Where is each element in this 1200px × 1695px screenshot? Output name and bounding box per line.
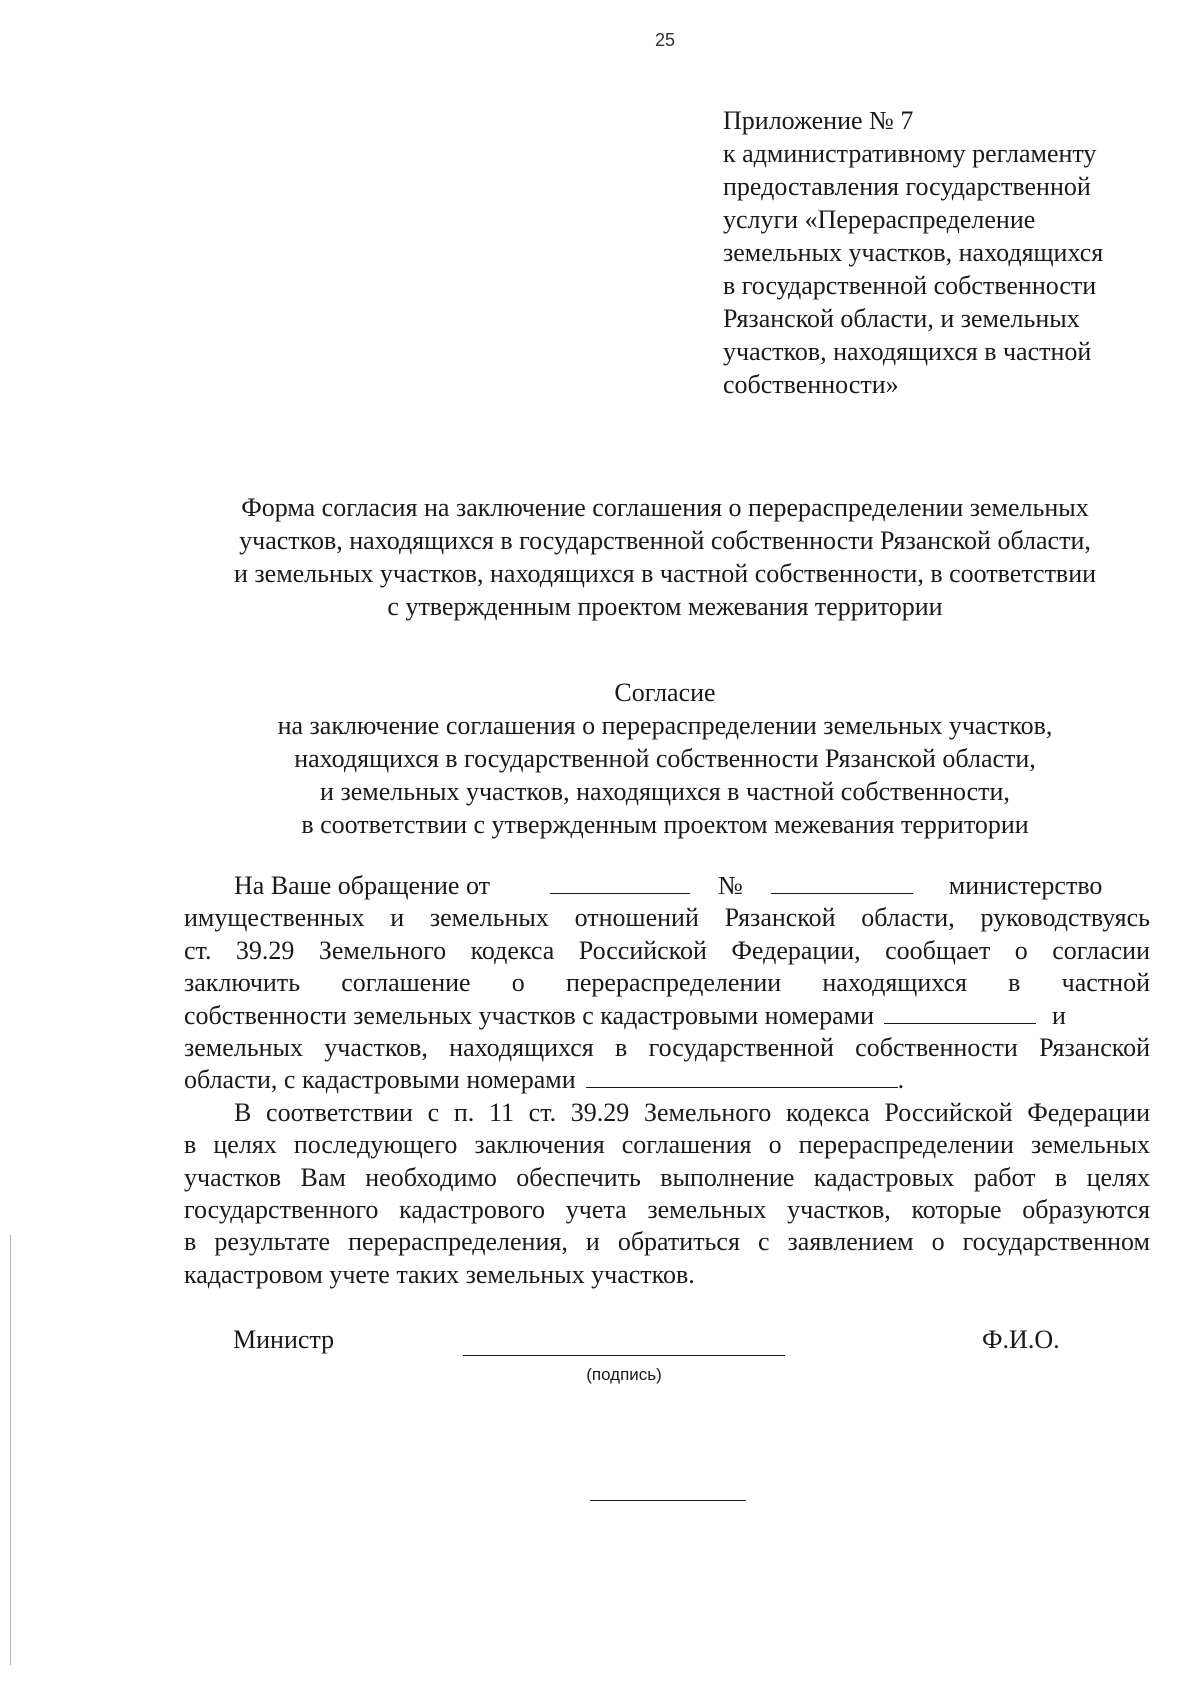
date-blank bbox=[550, 871, 690, 894]
appendix-line: Рязанской области, и земельных bbox=[723, 304, 1080, 333]
consent-title bbox=[0, 676, 1200, 841]
paragraph-1-line-2: имущественных и земельных отношений Рязанской области, руководствуясь bbox=[184, 903, 1150, 933]
signatory-position: Министр bbox=[233, 1325, 335, 1354]
end-divider bbox=[590, 1500, 746, 1501]
signatory-name: Ф.И.О. bbox=[982, 1325, 1060, 1354]
scan-margin-mark bbox=[10, 1235, 11, 1665]
appendix-header bbox=[723, 104, 1163, 401]
appendix-line: услуги «Перераспределение bbox=[723, 205, 1036, 234]
form-title-line: с утвержденным проектом межевания территории bbox=[387, 592, 943, 621]
private-cadastral-blank bbox=[884, 1001, 1036, 1024]
number-blank bbox=[771, 871, 913, 894]
paragraph-1-line-7: области, с кадастровыми номерами . bbox=[184, 1065, 905, 1095]
appendix-line: Приложение № 7 bbox=[723, 106, 914, 135]
paragraph-1-line-5: собственности земельных участков с кадастровыми номерами и bbox=[184, 1000, 1066, 1030]
consent-line: находящихся в государственной собственности Рязанской области, bbox=[294, 744, 1036, 773]
paragraph-2-line-3: участков Вам необходимо обеспечить выполнение кадастровых работ в целях bbox=[184, 1162, 1150, 1192]
form-title bbox=[0, 491, 1200, 623]
appendix-line: земельных участков, находящихся bbox=[723, 238, 1104, 267]
appendix-line: собственности» bbox=[723, 370, 899, 399]
paragraph-1-line-6: земельных участков, находящихся в государственной собственности Рязанской bbox=[184, 1033, 1150, 1063]
paragraph-2-line-1: В соответствии с п. 11 ст. 39.29 Земельного кодекса Российской Федерации bbox=[234, 1097, 1150, 1127]
signature-caption: (подпись) bbox=[586, 1365, 662, 1384]
appendix-line: к административному регламенту bbox=[723, 139, 1097, 168]
appendix-line: в государственной собственности bbox=[723, 271, 1097, 300]
paragraph-2-line-2: в целях последующего заключения соглашения о перераспределении земельных bbox=[184, 1130, 1150, 1160]
paragraph-2-line-6: кадастровом учете таких земельных участков. bbox=[184, 1259, 695, 1289]
paragraph-2-line-5: в результате перераспределения, и обратиться с заявлением о государственном bbox=[184, 1227, 1150, 1257]
paragraph-1-line-4: заключить соглашение о перераспределении находящихся в частной bbox=[184, 968, 1150, 998]
consent-line: и земельных участков, находящихся в частной собственности, bbox=[320, 777, 1010, 806]
paragraph-1-line-1: На Ваше обращение от № министерство bbox=[234, 871, 1103, 900]
form-title-line: участков, находящихся в государственной собственности Рязанской области, bbox=[239, 526, 1091, 555]
signature-block bbox=[0, 1325, 1200, 1395]
consent-heading: Согласие bbox=[614, 678, 716, 707]
state-cadastral-blank bbox=[586, 1065, 898, 1088]
appendix-line: предоставления государственной bbox=[723, 172, 1091, 201]
appendix-line: участков, находящихся в частной bbox=[723, 337, 1092, 366]
paragraph-1-line-3: ст. 39.29 Земельного кодекса Российской Федерации, сообщает о согласии bbox=[184, 935, 1150, 965]
body-text bbox=[184, 870, 1150, 1291]
consent-line: в соответствии с утвержденным проектом межевания территории bbox=[301, 810, 1029, 839]
form-title-line: и земельных участков, находящихся в частной собственности, в соответствии bbox=[233, 559, 1097, 588]
page-number: 25 bbox=[654, 30, 676, 50]
paragraph-2-line-4: государственного кадастрового учета земельных участков, которые образуются bbox=[184, 1195, 1150, 1225]
consent-line: на заключение соглашения о перераспределении земельных участков, bbox=[277, 711, 1053, 740]
form-title-line: Форма согласия на заключение соглашения о перераспределении земельных bbox=[241, 493, 1089, 522]
signature-line bbox=[463, 1355, 785, 1356]
